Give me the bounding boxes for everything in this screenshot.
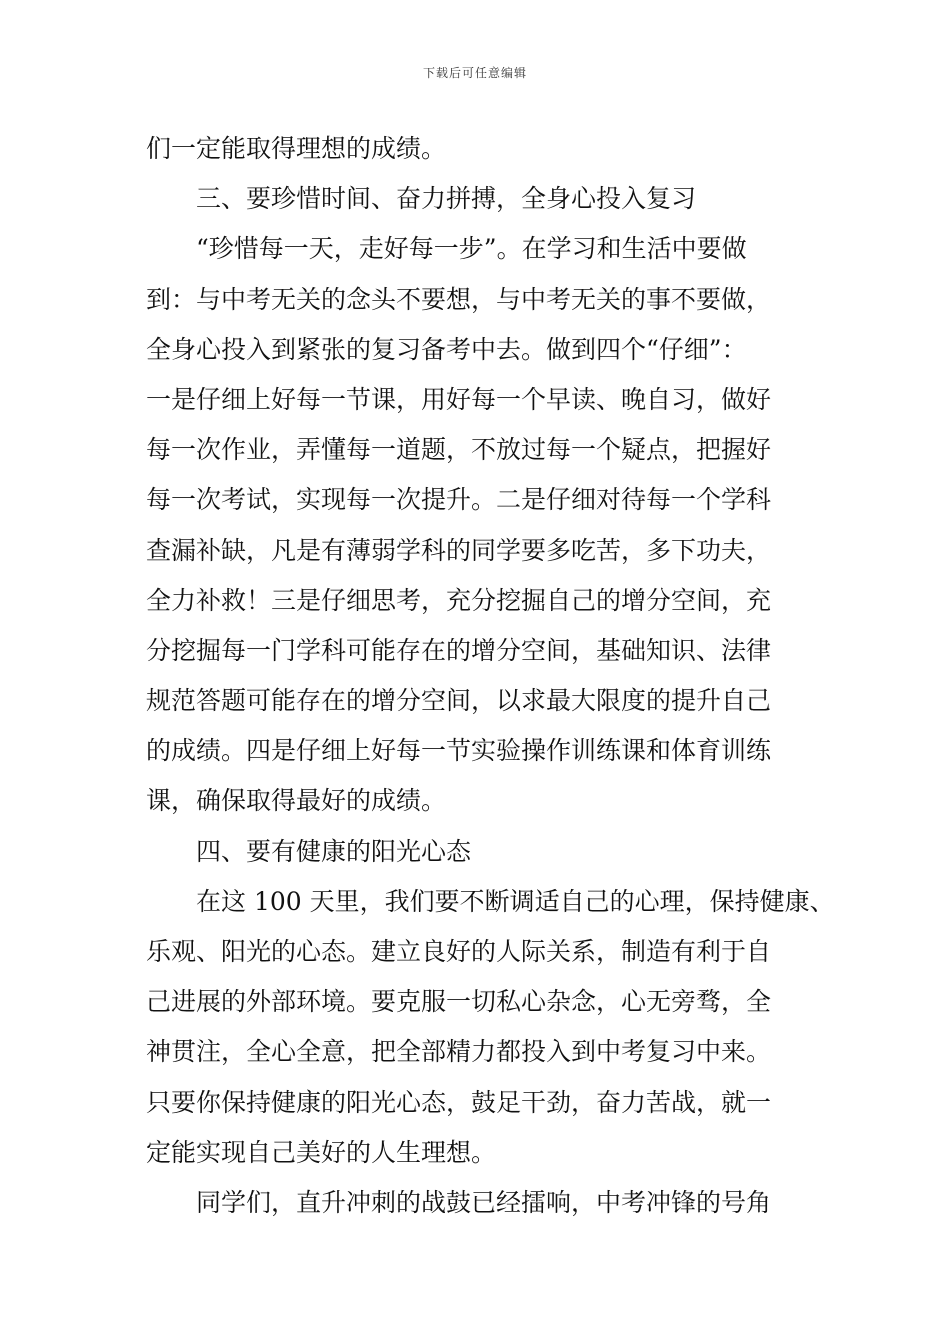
body-line: 全力补救！三是仔细思考，充分挖掘自己的增分空间，充 — [146, 585, 772, 615]
page-header: 下载后可任意编辑 — [422, 66, 527, 80]
body-line: 只要你保持健康的阳光心态，鼓足干劲，奋力苦战，就一 — [146, 1087, 772, 1117]
section-heading: 四、要有健康的阳光心态 — [196, 836, 472, 866]
body-line: 一是仔细上好每一节课，用好每一个早读、晚自习，做好 — [146, 384, 772, 414]
body-line: 到：与中考无关的念头不要想，与中考无关的事不要做， — [146, 284, 772, 314]
body-line: 课，确保取得最好的成绩。 — [146, 786, 447, 816]
body-line: 乐观、阳光的心态。建立良好的人际关系，制造有利于自 — [146, 937, 772, 966]
body-line: 查漏补缺，凡是有薄弱学科的同学要多吃苦，多下功夫， — [146, 535, 772, 565]
body-line: 每一次作业，弄懂每一道题，不放过每一个疑点，把握好 — [146, 435, 772, 465]
body-line: 的成绩。四是仔细上好每一节实验操作训练课和体育训练 — [146, 736, 772, 766]
body-line: 己进展的外部环境。要克服一切私心杂念，心无旁骛，全 — [146, 987, 772, 1017]
body-line: 规范答题可能存在的增分空间，以求最大限度的提升自己 — [146, 686, 772, 716]
body-line: 全身心投入到紧张的复习备考中去。做到四个“仔细”： — [146, 334, 747, 364]
section-heading: 三、要珍惜时间、奋力拼搏，全身心投入复习 — [196, 184, 697, 214]
document-body — [146, 124, 835, 1228]
body-line: 神贯注，全心全意，把全部精力都投入到中考复习中来。 — [146, 1037, 772, 1067]
body-line: 同学们，直升冲刺的战鼓已经擂响，中考冲锋的号角 — [196, 1187, 772, 1217]
body-line: 们一定能取得理想的成绩。 — [146, 134, 447, 163]
body-line: 每一次考试，实现每一次提升。二是仔细对待每一个学科 — [146, 485, 772, 515]
body-line: “珍惜每一天，走好每一步”。在学习和生活中要做 — [196, 234, 747, 264]
body-line: 定能实现自己美好的人生理想。 — [146, 1137, 497, 1167]
body-line: 分挖掘每一门学科可能存在的增分空间，基础知识、法律 — [146, 635, 772, 665]
body-line: 在这 100 天里，我们要不断调适自己的心理，保持健康、 — [196, 886, 835, 916]
